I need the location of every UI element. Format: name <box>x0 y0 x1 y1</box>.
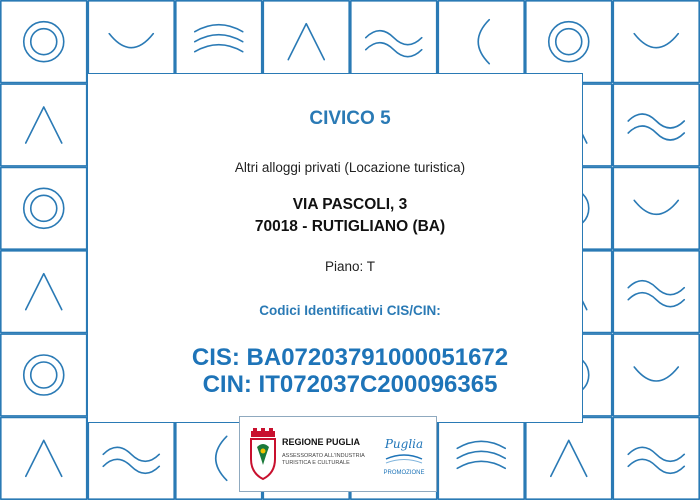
cin-code: CIN: IT072037C200096365 <box>202 371 498 398</box>
sponsor-footer <box>239 416 437 492</box>
codes-heading: Codici Identificativi CIS/CIN: <box>259 303 441 318</box>
property-title: CIVICO 5 <box>309 108 391 129</box>
puglia-logo-word: Puglia <box>384 437 424 451</box>
puglia-promozione-logo <box>380 425 428 483</box>
floor-info: Piano: T <box>324 259 376 274</box>
region-crest-icon <box>248 425 278 485</box>
cis-code: CIS: BA07203791000051672 <box>191 344 509 371</box>
address-street: VIA PASCOLI, 3 <box>292 196 408 213</box>
region-name: REGIONE PUGLIA <box>282 437 361 447</box>
accommodation-type: Altri alloggi privati (Locazione turistica) <box>234 160 466 175</box>
address-city: 70018 - RUTIGLIANO (BA) <box>254 218 446 235</box>
region-department: ASSESSORATO ALL'INDUSTRIA TURISTICA E CULTURALE <box>282 453 365 466</box>
promozione-label: PROMOZIONE <box>383 470 425 476</box>
